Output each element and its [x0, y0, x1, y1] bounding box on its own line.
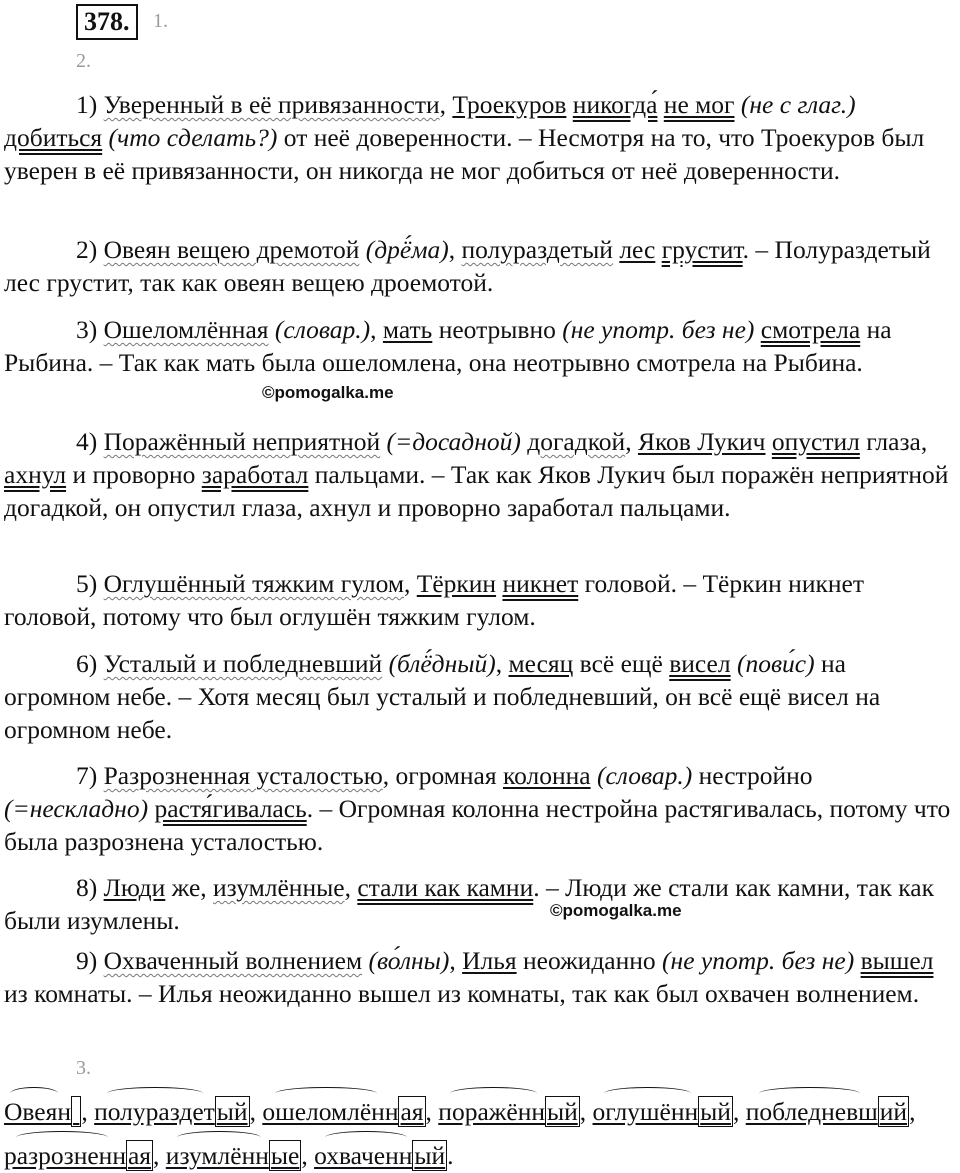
separator: , — [579, 1097, 593, 1126]
note-text: (=нескладно) — [4, 794, 149, 823]
word-stem: поражённ — [438, 1097, 545, 1126]
item-number: 9) — [76, 946, 104, 975]
text-segment: неожиданно — [516, 946, 663, 975]
marked-word: не мог — [663, 90, 735, 119]
marked-word: мать — [382, 315, 433, 344]
text-segment: . – Полураздетый лес грустит, так как овеян вещею дроемотой. — [4, 235, 931, 297]
note-text: (не употр. без не) — [562, 315, 755, 344]
item-3 — [4, 313, 956, 379]
item-4 — [4, 425, 956, 524]
morpheme-word — [94, 1085, 249, 1129]
separator: , — [153, 1141, 166, 1170]
morpheme-word — [746, 1085, 909, 1129]
note-text: (=досадной) — [380, 427, 521, 456]
item-6 — [4, 647, 956, 746]
text-segment: и проворно — [66, 460, 202, 489]
text-segment: из комнаты. – Илья неожиданно вышел из комнаты, так как был охвачен волнением. — [4, 979, 920, 1008]
marked-word: смотрела — [760, 315, 861, 344]
text-segment: на Рыбина. – Так как мать была ошеломлена, она неотрывно смотрела на Рыбина. — [4, 315, 892, 377]
watermark-2: ©pomogalka.me — [550, 901, 682, 920]
marked-word: никнет — [502, 569, 579, 598]
text-segment: на огромном небе. – Хотя месяц был усталый и побледневший, он всё ещё висел на огромном небе. — [4, 649, 881, 744]
text-segment: , — [344, 873, 358, 902]
text-segment: же, — [165, 873, 214, 902]
watermark-1: ©pomogalka.me — [262, 383, 394, 402]
text-segment: всё ещё — [573, 649, 670, 678]
marked-word: Яков Лукич — [637, 427, 766, 456]
marked-word: стали как камни — [357, 873, 534, 902]
item-number: 8) — [76, 873, 104, 902]
marked-word: Усталый и побледневший — [103, 649, 383, 678]
text-segment: , — [625, 427, 638, 456]
marked-word: Троекуров — [452, 90, 567, 119]
word-ending: ая — [127, 1141, 152, 1170]
marked-word: Овеян вещею дремотой — [103, 235, 360, 264]
text-segment: нестройно — [692, 761, 813, 790]
text-segment: . – Люди же стали как камни, так как были изумлены. — [4, 873, 935, 935]
word-ending — [71, 1096, 81, 1127]
item-1 — [4, 88, 956, 187]
marked-word: растя́гивалась — [154, 794, 307, 823]
note-text: (не с глаг.) — [734, 90, 856, 119]
text-segment: , — [439, 90, 453, 119]
word-ending: ий — [879, 1097, 908, 1126]
word-ending: ый — [700, 1097, 731, 1126]
separator: . — [447, 1141, 454, 1170]
separator: , — [909, 1097, 916, 1126]
separator: , — [425, 1097, 439, 1126]
part-1-label: 1. — [153, 10, 168, 32]
word-stem: ошеломлённ — [262, 1097, 399, 1126]
text-segment: от неё доверенности. – Несмотря на то, что Троекуров был уверен в её привязанности, он никогда не мог добиться от неё доверенности. — [4, 123, 925, 185]
text-segment: , — [495, 649, 509, 678]
word-stem: Овеян — [4, 1097, 71, 1126]
marked-word: изумлённые — [213, 873, 345, 902]
word-stem: охваченн — [314, 1141, 413, 1170]
separator: , — [81, 1097, 95, 1126]
word-stem: оглушённ — [592, 1097, 699, 1126]
word-ending: ая — [400, 1097, 424, 1126]
marked-word: вышел — [860, 946, 934, 975]
item-number: 3) — [76, 315, 104, 344]
word-stem: полураздет — [94, 1097, 215, 1126]
marked-word: Люди — [103, 873, 166, 902]
marked-word: висел — [669, 649, 731, 678]
item-number: 6) — [76, 649, 104, 678]
word-stem: изумлённ — [165, 1141, 269, 1170]
marked-word: грустит — [661, 235, 743, 264]
text-segment: пальцами. – Так как Яков Лукич был поражён неприятной догадкой, он опустил глаза, ахнул и проворно заработал пальцами. — [4, 460, 949, 522]
item-7 — [4, 759, 956, 858]
item-number: 2) — [76, 235, 104, 264]
marked-word: Тёркин — [416, 569, 497, 598]
marked-word: заработал — [201, 460, 309, 489]
note-text: (словар.) — [590, 761, 693, 790]
note-text: (пови́с) — [730, 649, 815, 678]
word-ending: ые — [270, 1141, 300, 1170]
marked-word: колонна — [502, 761, 591, 790]
marked-word: никогда́ — [572, 90, 658, 119]
text-segment: , — [448, 235, 462, 264]
part-2-label: 2. — [76, 50, 91, 72]
morpheme-word — [438, 1085, 579, 1129]
morpheme-word — [166, 1129, 302, 1173]
word-ending: ый — [216, 1097, 248, 1126]
marked-word: Илья — [462, 946, 517, 975]
part-3-label: 3. — [76, 1057, 91, 1079]
marked-word: Разрозненная усталостью — [103, 761, 383, 790]
note-text: (не употр. без не) — [662, 946, 855, 975]
text-segment: . – Огромная колонна нестройна растягивалась, потому что была разрознена усталостью. — [4, 794, 951, 856]
separator: , — [249, 1097, 263, 1126]
item-8 — [4, 871, 956, 937]
morpheme-word — [4, 1129, 153, 1173]
morpheme-word — [4, 1085, 81, 1129]
marked-word: Охваченный волнением — [103, 946, 363, 975]
note-text: (словар.) — [268, 315, 371, 344]
item-2 — [4, 233, 956, 299]
word-stem: побледневш — [745, 1097, 878, 1126]
item-5 — [4, 567, 956, 633]
marked-word: Уверенный в её привязанности — [103, 90, 440, 119]
word-stem: разрозненн — [4, 1141, 126, 1170]
morpheme-analysis — [4, 1085, 956, 1173]
marked-word: Ошеломлённая — [103, 315, 269, 344]
note-text: (блё́дный) — [382, 649, 496, 678]
separator: , — [301, 1141, 315, 1170]
note-text: (дрё́ма) — [359, 235, 449, 264]
exercise-number: 378. — [76, 4, 138, 40]
marked-word: полураздетый — [461, 235, 613, 264]
item-number: 5) — [76, 569, 104, 598]
morpheme-word — [593, 1085, 733, 1129]
text-segment: неотрывно — [432, 315, 563, 344]
text-segment: , — [370, 315, 383, 344]
marked-word: Поражённый неприятной — [103, 427, 381, 456]
marked-word: догадкой — [527, 427, 626, 456]
text-segment: , — [449, 946, 463, 975]
item-number: 7) — [76, 761, 104, 790]
morpheme-word — [262, 1085, 425, 1129]
marked-word: Оглушённый тяжким гулом — [103, 569, 404, 598]
marked-word: лес — [619, 235, 656, 264]
marked-word: опустил — [771, 427, 860, 456]
marked-word: добиться — [4, 123, 103, 152]
text-segment: , огромная — [382, 761, 503, 790]
text-segment: глаза, — [859, 427, 928, 456]
note-text: (во́лны) — [362, 946, 450, 975]
item-number: 1) — [76, 90, 104, 119]
word-ending: ый — [547, 1097, 578, 1126]
marked-word: месяц — [508, 649, 574, 678]
item-9 — [4, 944, 956, 1010]
text-segment: головой. – Тёркин никнет головой, потому что был оглушён тяжким гулом. — [4, 569, 864, 631]
marked-word: ахнул — [4, 460, 67, 489]
separator: , — [732, 1097, 746, 1126]
word-ending: ый — [414, 1141, 446, 1170]
item-number: 4) — [76, 427, 104, 456]
note-text: (что сделать?) — [102, 123, 278, 152]
text-segment: , — [404, 569, 417, 598]
morpheme-word — [314, 1129, 447, 1173]
